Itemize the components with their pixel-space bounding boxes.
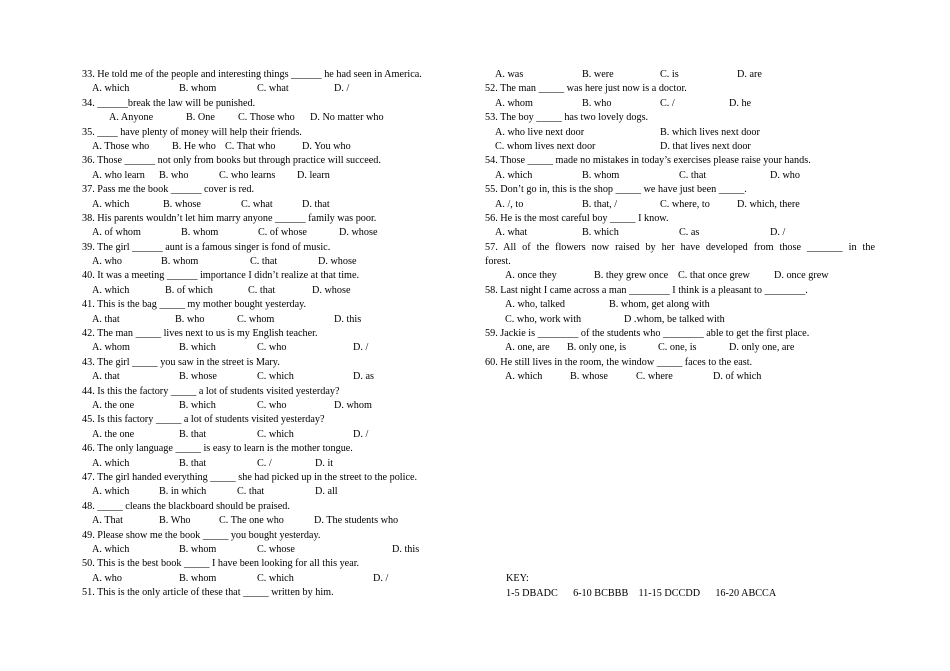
- question-text: 46. The only language _____ is easy to learn is the mother tongue.: [82, 443, 353, 455]
- answer-option: A. which: [92, 543, 130, 555]
- answer-option: B. were: [582, 69, 614, 80]
- answer-option: A. that: [92, 313, 120, 325]
- answer-option: B. whom: [179, 83, 217, 95]
- options-row: [485, 97, 875, 111]
- answer-option: A. which: [495, 169, 533, 181]
- question-text: 36. Those ______ not only from books but through practice will succeed.: [82, 155, 381, 167]
- options-row: [485, 370, 875, 384]
- question-text: 34. ______break the law will be punished.: [82, 97, 256, 109]
- options-row: [82, 428, 472, 442]
- options-row: [485, 341, 875, 355]
- options-row: [82, 82, 472, 96]
- answer-option: C. is: [660, 69, 679, 80]
- answer-option: B. which: [179, 399, 216, 411]
- answer-option: B. that: [179, 428, 207, 440]
- answer-option: B. whom, get along with: [609, 299, 710, 311]
- answer-option: C. That who: [225, 140, 276, 152]
- answer-option: D. this: [334, 313, 362, 325]
- answer-option: C. of whose: [258, 227, 307, 239]
- answer-option: C. what: [241, 198, 273, 210]
- answer-option: C. who: [257, 399, 287, 411]
- question-text: 51. This is the only article of these that _____ written by him.: [82, 587, 334, 599]
- answer-option: D. who: [770, 169, 800, 181]
- options-row: [485, 169, 875, 183]
- answer-option: A. which: [92, 198, 130, 210]
- answer-option: A. once they: [505, 270, 557, 282]
- answer-option: C. whom: [237, 313, 275, 325]
- answer-option: D. whose: [312, 284, 351, 296]
- options-row: [485, 198, 875, 212]
- question-text: 55. Don’t go in, this is the shop _____ we have just been _____.: [485, 184, 747, 196]
- answer-option: A. one, are: [505, 342, 550, 354]
- question-text: 37. Pass me the book ______ cover is red.: [82, 184, 255, 196]
- options-row: [82, 284, 472, 298]
- answer-option: C. that once grew: [678, 270, 750, 282]
- answer-option: C. whom lives next door: [495, 140, 596, 152]
- answer-option: D. which, there: [737, 198, 800, 210]
- answer-option: B. that: [179, 457, 207, 469]
- answer-option: C. who, work with: [505, 313, 582, 325]
- answer-option: D. /: [353, 342, 369, 354]
- options-row: [82, 313, 472, 327]
- options-row: [82, 370, 472, 384]
- answer-option: D. /: [334, 83, 350, 95]
- answer-option: A. Anyone: [109, 112, 154, 124]
- question-text: 57. All of the flowers now raised by her have developed from those _______ in the: [485, 241, 875, 253]
- options-row: [82, 341, 472, 355]
- answer-option: B. whose: [179, 371, 217, 383]
- question-text: 35. ____ have plenty of money will help their friends.: [82, 126, 302, 138]
- answer-option: D. No matter who: [310, 112, 384, 124]
- answer-option: B. which: [179, 342, 216, 354]
- answer-option: B. whom: [582, 169, 620, 181]
- answer-option: B. whom: [179, 543, 217, 555]
- answer-option: D. once grew: [774, 270, 829, 282]
- answer-option: B. only one, is: [567, 342, 627, 354]
- question-text-continued: forest.: [485, 256, 511, 268]
- answer-option: D. /: [770, 227, 786, 239]
- answer-option: A. was: [495, 69, 524, 80]
- options-row: [485, 126, 875, 140]
- answer-option: C. whose: [257, 543, 295, 555]
- answer-option: B. whom: [161, 256, 199, 268]
- question-text: 45. Is this factory _____ a lot of students visited yesterday?: [82, 414, 325, 426]
- answer-option: B. which lives next door: [660, 126, 760, 138]
- answer-key-answers: 1-5 DBADC 6-10 BCBBB 11-15 DCCDD 16-20 ABCCA: [506, 587, 777, 599]
- answer-option: C. which: [257, 572, 294, 584]
- answer-option: A. who: [92, 256, 122, 268]
- answer-option: A. of whom: [92, 227, 141, 239]
- answer-option: B. Who: [159, 515, 191, 527]
- answer-option: B. One: [186, 112, 215, 124]
- options-row: [82, 226, 472, 240]
- answer-option: A. which: [505, 371, 543, 383]
- question-text: 41. This is the bag _____ my mother bought yesterday.: [82, 299, 307, 311]
- answer-option: B. that, /: [582, 198, 618, 210]
- answer-option: B. He who: [172, 140, 216, 152]
- question-text: 60. He still lives in the room, the window _____ faces to the east.: [485, 356, 753, 368]
- answer-option: B. they grew once: [594, 270, 669, 282]
- answer-option: B. in which: [159, 486, 207, 498]
- answer-option: D. only one, are: [729, 342, 795, 354]
- answer-option: A. who learn: [92, 169, 145, 181]
- answer-option: B. which: [582, 227, 619, 239]
- options-row: [485, 313, 875, 327]
- question-text: 58. Last night I came across a man ________ I think is a pleasant to ________.: [485, 284, 808, 296]
- answer-option: C. as: [679, 227, 700, 239]
- options-row: [485, 68, 875, 82]
- answer-option: D. of which: [713, 371, 762, 383]
- answer-option: A. whom: [92, 342, 130, 354]
- question-text: 49. Please show me the book _____ you bought yesterday.: [82, 529, 321, 541]
- options-row: [82, 399, 472, 413]
- question-text: 33. He told me of the people and interesting things ______ he had seen in America.: [82, 69, 422, 80]
- answer-option: A. the one: [92, 428, 135, 440]
- answer-option: D. this: [392, 543, 420, 555]
- question-text: 59. Jackie is ________ of the students who ________ able to get the first place.: [485, 328, 810, 340]
- answer-option: A. which: [92, 457, 130, 469]
- answer-option: B. who: [582, 97, 612, 109]
- options-row: [82, 169, 472, 183]
- answer-option: A. who: [92, 572, 122, 584]
- question-text: 52. The man _____ was here just now is a doctor.: [485, 83, 687, 95]
- question-text: 38. His parents wouldn’t let him marry anyone ______ family was poor.: [82, 212, 377, 224]
- answer-option: D. learn: [297, 169, 330, 181]
- answer-key: [506, 572, 776, 601]
- question-text: 47. The girl handed everything _____ she had picked up in the street to the police.: [82, 471, 418, 483]
- answer-option: A. what: [495, 227, 528, 239]
- answer-option: B. whom: [181, 227, 219, 239]
- answer-option: C. Those who: [238, 112, 295, 124]
- question-text: 54. Those _____ made no mistakes in today’s exercises please raise your hands.: [485, 155, 811, 167]
- answer-option: A. which: [92, 284, 130, 296]
- answer-option: C. that: [237, 486, 265, 498]
- answer-option: D. /: [373, 572, 389, 584]
- answer-option: D. all: [315, 486, 338, 498]
- question-text: 43. The girl _____ you saw in the street is Mary.: [82, 356, 280, 368]
- question-text: 44. Is this the factory _____ a lot of students visited yesterday?: [82, 385, 340, 397]
- question-text: 39. The girl ______ aunt is a famous singer is fond of music.: [82, 241, 331, 253]
- answer-option: D. whom: [334, 399, 372, 411]
- options-row: [485, 298, 875, 312]
- options-row: [82, 111, 472, 125]
- answer-option: B. whom: [179, 572, 217, 584]
- answer-option: A. that: [92, 371, 120, 383]
- answer-option: D. /: [353, 428, 369, 440]
- answer-option: C. one, is: [658, 342, 697, 354]
- left-column: [82, 68, 472, 600]
- answer-option: D. The students who: [314, 515, 399, 527]
- answer-option: B. who: [159, 169, 189, 181]
- answer-option: D. that lives next door: [660, 140, 751, 152]
- answer-option: D. as: [353, 371, 374, 383]
- answer-option: D. whose: [339, 227, 378, 239]
- answer-option: C. /: [660, 97, 675, 109]
- options-row: [82, 457, 472, 471]
- answer-option: B. whose: [163, 198, 201, 210]
- options-row: [82, 514, 472, 528]
- answer-option: C. what: [257, 83, 289, 95]
- answer-option: B. who: [175, 313, 205, 325]
- question-text: 50. This is the best book _____ I have been looking for all this year.: [82, 558, 360, 570]
- question-text: 56. He is the most careful boy _____ I know.: [485, 212, 669, 224]
- options-row: [485, 269, 875, 283]
- options-row: [82, 572, 472, 586]
- question-text: 48. _____ cleans the blackboard should be praised.: [82, 500, 290, 512]
- answer-option: C. who learns: [219, 169, 276, 181]
- options-row: [82, 543, 472, 557]
- options-row: [82, 140, 472, 154]
- answer-option: C. where, to: [660, 198, 710, 210]
- options-row: [485, 226, 875, 240]
- answer-option: A. which: [92, 83, 130, 95]
- options-row: [82, 485, 472, 499]
- right-column: [485, 68, 875, 385]
- answer-key-title: KEY:: [506, 573, 529, 584]
- answer-option: C. where: [636, 371, 673, 383]
- answer-option: C. which: [257, 428, 294, 440]
- question-text: 42. The man _____ lives next to us is my English teacher.: [82, 328, 318, 340]
- answer-option: C. which: [257, 371, 294, 383]
- options-row: [82, 255, 472, 269]
- answer-option: D .whom, be talked with: [624, 313, 725, 325]
- answer-option: A. Those who: [92, 140, 150, 152]
- answer-option: D. that: [302, 198, 330, 210]
- answer-option: B. whose: [570, 371, 608, 383]
- answer-option: A. who live next door: [495, 126, 585, 138]
- answer-option: C. that: [250, 256, 278, 268]
- answer-option: B. of which: [165, 284, 213, 296]
- answer-option: A. /, to: [495, 198, 524, 210]
- answer-option: D. are: [737, 69, 762, 80]
- answer-option: D. it: [315, 457, 334, 469]
- answer-option: A. the one: [92, 399, 135, 411]
- question-text: 53. The boy _____ has two lovely dogs.: [485, 112, 649, 124]
- answer-option: A. That: [92, 515, 123, 527]
- answer-option: D. You who: [302, 140, 351, 152]
- answer-option: A. whom: [495, 97, 533, 109]
- answer-option: C. who: [257, 342, 287, 354]
- answer-option: A. which: [92, 486, 130, 498]
- answer-option: D. whose: [318, 256, 357, 268]
- options-row: [82, 198, 472, 212]
- answer-option: C. /: [257, 457, 272, 469]
- answer-option: D. he: [729, 97, 752, 109]
- options-row: [485, 140, 875, 154]
- answer-option: C. that: [248, 284, 276, 296]
- answer-option: A. who, talked: [505, 299, 565, 311]
- answer-option: C. that: [679, 169, 707, 181]
- answer-option: C. The one who: [219, 515, 284, 527]
- question-text: 40. It was a meeting ______ importance I didn’t realize at that time.: [82, 270, 360, 282]
